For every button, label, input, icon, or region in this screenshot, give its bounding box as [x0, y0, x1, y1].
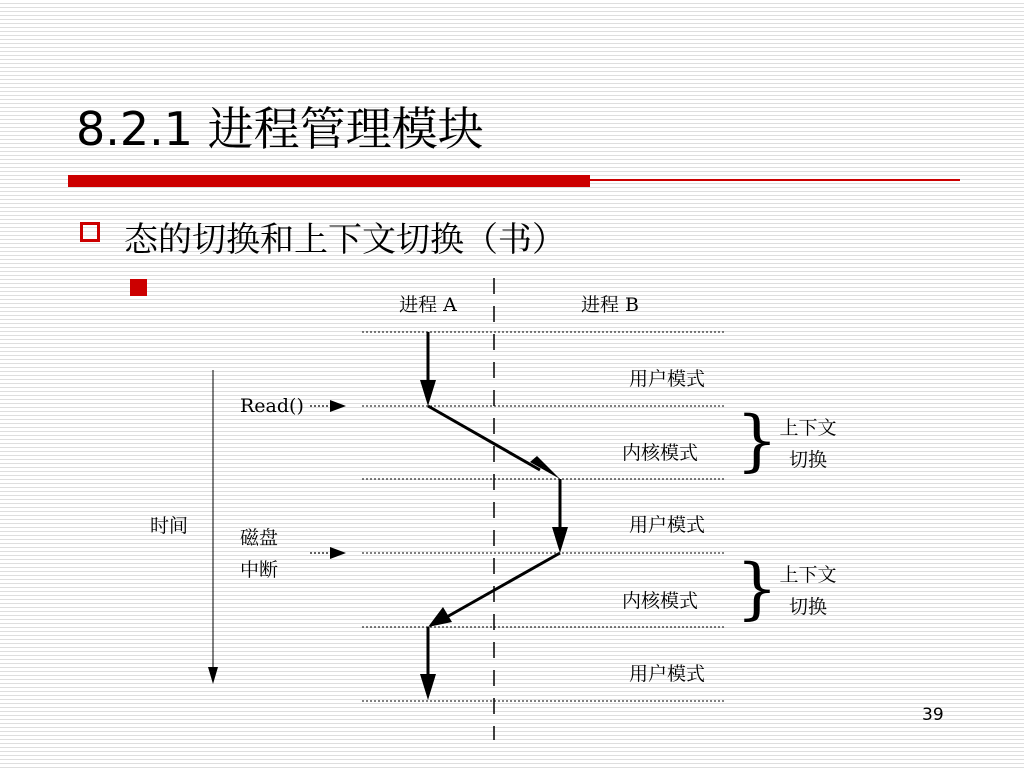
time-axis-arrow-icon — [208, 667, 218, 684]
context-switch-label: 上下文 — [779, 564, 837, 586]
kernel-mode-label: 内核模式 — [621, 590, 699, 612]
context-switch-label: 切换 — [788, 596, 828, 618]
disk-interrupt-label: 中断 — [240, 559, 279, 581]
read-call-label: Read() — [240, 395, 304, 417]
page-number: 39 — [922, 705, 944, 725]
context-switch-label: 切换 — [788, 449, 828, 471]
flow-arrow-icon — [552, 527, 568, 553]
flow-segment — [445, 553, 560, 618]
right-brace-icon: } — [736, 550, 778, 627]
flow-segment — [428, 406, 540, 470]
right-brace-icon: } — [736, 402, 778, 479]
disk-interrupt-label: 磁盘 — [240, 527, 279, 549]
kernel-mode-label: 内核模式 — [621, 442, 699, 464]
flow-arrow-icon — [428, 607, 452, 627]
read-pointer-arrow-icon — [330, 400, 346, 412]
user-mode-label: 用户模式 — [628, 368, 706, 390]
process-b-label: 进程 B — [580, 294, 640, 316]
interrupt-pointer-arrow-icon — [330, 547, 346, 559]
user-mode-label: 用户模式 — [628, 514, 706, 536]
context-switch-label: 上下文 — [779, 417, 837, 439]
process-a-label: 进程 A — [399, 294, 457, 316]
time-axis-label: 时间 — [150, 515, 189, 537]
user-mode-label: 用户模式 — [628, 663, 706, 685]
flow-arrow-icon — [420, 380, 436, 406]
bullet-text: 态的切换和上下文切换（书） — [124, 220, 566, 260]
slide-title: 8.2.1 进程管理模块 — [76, 102, 484, 156]
flow-arrow-icon — [420, 674, 436, 700]
